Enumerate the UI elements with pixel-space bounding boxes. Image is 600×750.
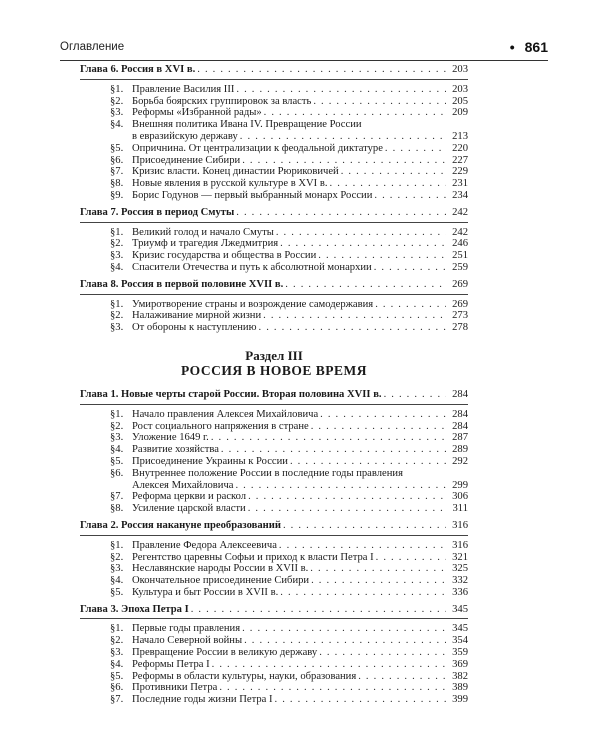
dot-leader (240, 131, 446, 143)
toc-entry-inner (80, 604, 468, 616)
entry-title: Окончательное присоединение Сибири (132, 575, 310, 587)
entry-page-number: 382 (452, 670, 468, 682)
entry-page-number: 287 (452, 432, 468, 444)
section-heading (80, 348, 468, 379)
toc-entry-inner (110, 322, 468, 334)
page-header (60, 40, 548, 56)
toc-part-2 (80, 389, 468, 706)
section-entry-continuation (80, 480, 468, 492)
chapter-entry (80, 389, 468, 401)
chapter-entry (80, 64, 468, 76)
entry-title: Культура и быт России в XVII в. (132, 586, 279, 598)
dot-leader (191, 604, 446, 616)
entry-title: Спасители Отечества и путь к абсолютной монархии (132, 261, 372, 273)
entry-title: Первые годы правления (132, 623, 241, 635)
entry-title: Последние годы жизни Петра I (132, 694, 273, 706)
section-entry (80, 227, 468, 239)
entry-title: Присоединение Украины к России (132, 455, 288, 467)
entry-title: Реформы в области культуры, науки, образования (132, 670, 357, 682)
dot-leader (341, 166, 446, 178)
dot-leader (236, 207, 446, 219)
entry-title: Опричнина. От централизации к феодальной диктатуре (132, 142, 383, 154)
toc-entry-inner (110, 623, 468, 635)
entry-title: Реформа церкви и раскол (132, 491, 247, 503)
entry-title: Новые явления в русской культуре в XVI в. (132, 178, 328, 190)
dot-leader (311, 421, 446, 433)
entry-page-number: 345 (452, 603, 468, 615)
entry-title: Правление Василия III (132, 83, 235, 95)
entry-title: Противники Петра (132, 682, 218, 694)
entry-title: Неславянские народы России в XVII в. (132, 563, 309, 575)
section-entry (80, 166, 468, 178)
entry-page-number: 345 (452, 623, 468, 635)
entry-page-number: 289 (452, 444, 468, 456)
chapter-entry (80, 520, 468, 532)
section-number: §2. (110, 635, 124, 647)
section-number: §6. (110, 682, 124, 694)
section-number: §3. (110, 647, 124, 659)
entry-title: Начало правления Алексея Михайловича (132, 408, 319, 420)
section-entry (80, 178, 468, 190)
entry-title: Уложение 1649 г. (132, 432, 209, 444)
entry-title: Внутреннее положение России в последние годы правления (132, 467, 403, 479)
dot-leader (313, 96, 446, 108)
section-entry (80, 671, 468, 683)
dot-leader (330, 178, 447, 190)
section-entry (80, 432, 468, 444)
entry-page-number: 369 (452, 658, 468, 670)
toc-entry-inner (110, 671, 468, 683)
entry-page-number: 278 (452, 322, 468, 334)
chapter-entry (80, 279, 468, 291)
running-title: Оглавление (60, 41, 125, 53)
table-of-contents (80, 64, 468, 706)
toc-entry-inner (110, 299, 468, 311)
toc-entry-inner (110, 227, 468, 239)
section-number: §6. (110, 467, 124, 479)
toc-entry-inner (110, 587, 468, 599)
entry-page-number: 205 (452, 95, 468, 107)
toc-entry-inner (80, 207, 468, 219)
entry-page-number: 399 (452, 694, 468, 706)
toc-entry-inner (132, 131, 468, 143)
entry-title: Усиление царской власти (132, 503, 246, 515)
section-entry (80, 468, 468, 480)
toc-entry-inner (110, 540, 468, 552)
section-entry (80, 238, 468, 250)
entry-page-number: 325 (452, 563, 468, 575)
entry-page-number: 242 (452, 226, 468, 238)
section-entry (80, 575, 468, 587)
dot-leader (259, 322, 446, 334)
toc-entry-inner (80, 64, 468, 76)
entry-page-number: 316 (452, 519, 468, 531)
dot-leader (374, 262, 446, 274)
toc-entry-inner (110, 432, 468, 444)
entry-page-number: 292 (452, 455, 468, 467)
section-entry (80, 694, 468, 706)
section-entry (80, 84, 468, 96)
entry-title: Умиротворение страны и возрождение самодержавия (132, 298, 374, 310)
entry-page-number: 246 (452, 238, 468, 250)
toc-entry-inner (110, 155, 468, 167)
section-number: §4. (110, 119, 124, 131)
entry-page-number: 213 (452, 130, 468, 142)
entry-page-number: 273 (452, 310, 468, 322)
section-entry (80, 659, 468, 671)
page-number-block (510, 39, 548, 55)
entry-title: От обороны к наступлению (132, 322, 257, 334)
chapter-rule (80, 294, 468, 295)
section-entry-continuation (80, 131, 468, 143)
toc-entry-inner (132, 480, 468, 492)
entry-title: Борьба боярских группировок за власть (132, 95, 312, 107)
section-number: §5. (110, 586, 124, 598)
entry-page-number: 284 (452, 420, 468, 432)
section-number: §8. (110, 178, 124, 190)
entry-page-number: 234 (452, 189, 468, 201)
section-number: §7. (110, 166, 124, 178)
section-number: §4. (110, 658, 124, 670)
toc-entry-inner (110, 250, 468, 262)
section-entry (80, 190, 468, 202)
section-entry (80, 540, 468, 552)
dot-leader (263, 310, 446, 322)
dot-leader (244, 635, 446, 647)
entry-title: Глава 1. Новые черты старой России. Вторая половина XVII в. (80, 388, 382, 400)
section-number: §2. (110, 95, 124, 107)
toc-entry-inner (110, 575, 468, 587)
entry-page-number: 359 (452, 647, 468, 659)
section-entry (80, 552, 468, 564)
entry-title: Регентство царевны Софьи и приход к власти Петра I (132, 551, 374, 563)
section-entry (80, 409, 468, 421)
entry-page-number: 203 (452, 64, 468, 75)
section-number: §2. (110, 420, 124, 432)
entry-page-number: 227 (452, 154, 468, 166)
entry-page-number: 284 (452, 388, 468, 400)
section-number: §3. (110, 563, 124, 575)
toc-entry-inner (110, 178, 468, 190)
section-number: §2. (110, 238, 124, 250)
entry-page-number: 269 (452, 278, 468, 290)
toc-entry-inner (110, 468, 468, 480)
entry-page-number: 316 (452, 539, 468, 551)
toc-entry-inner (110, 84, 468, 96)
toc-entry-inner (110, 694, 468, 706)
dot-leader (242, 623, 446, 635)
toc-entry-inner (110, 503, 468, 515)
entry-title: в евразийскую державу (132, 130, 238, 142)
entry-page-number: 336 (452, 586, 468, 598)
entry-title: Борис Годунов — первый выбранный монарх России (132, 189, 373, 201)
section-number: §3. (110, 432, 124, 444)
entry-page-number: 229 (452, 166, 468, 178)
dot-leader (376, 552, 446, 564)
dot-leader (374, 190, 446, 202)
toc-entry-inner (110, 552, 468, 564)
entry-page-number: 306 (452, 491, 468, 503)
entry-page-number: 299 (452, 479, 468, 491)
toc-entry-inner (110, 190, 468, 202)
section-number: §3. (110, 322, 124, 334)
dot-leader (280, 238, 446, 250)
entry-title: Глава 6. Россия в XVI в. (80, 64, 196, 75)
section-entry (80, 107, 468, 119)
entry-title: Глава 3. Эпоха Петра I (80, 603, 189, 615)
section-entry (80, 299, 468, 311)
dot-leader (235, 480, 446, 492)
section-entry (80, 587, 468, 599)
dot-leader (219, 682, 446, 694)
entry-title: Великий голод и начало Смуты (132, 226, 274, 238)
section-entry (80, 322, 468, 334)
entry-title: Превращение России в великую державу (132, 647, 318, 659)
header-bullet: • (509, 39, 515, 55)
entry-page-number: 269 (452, 298, 468, 310)
toc-entry-inner (110, 143, 468, 155)
chapter-rule (80, 79, 468, 80)
section-number: §1. (110, 226, 124, 238)
toc-entry-inner (110, 262, 468, 274)
dot-leader (385, 143, 446, 155)
dot-leader (384, 389, 446, 401)
entry-title: Глава 7. Россия в период Смуты (80, 206, 235, 218)
section-number: §7. (110, 491, 124, 503)
section-entry (80, 155, 468, 167)
section-number: §1. (110, 298, 124, 310)
section-entry (80, 647, 468, 659)
section-entry (80, 682, 468, 694)
toc-entry-inner (80, 520, 468, 532)
toc-entry-inner (80, 389, 468, 401)
section-number: §8. (110, 503, 124, 515)
dot-leader (248, 491, 446, 503)
entry-title: Кризис государства и общества в России (132, 250, 317, 262)
entry-page-number: 209 (452, 107, 468, 119)
toc-entry-inner (110, 647, 468, 659)
section-entry (80, 96, 468, 108)
chapter-rule (80, 404, 468, 405)
entry-title: Начало Северной войны (132, 635, 243, 647)
toc-entry-inner (110, 659, 468, 671)
toc-entry-inner (110, 491, 468, 503)
dot-leader (197, 64, 446, 76)
section-title: РОССИЯ В НОВОЕ ВРЕМЯ (181, 362, 367, 378)
section-entry (80, 491, 468, 503)
section-number: §4. (110, 444, 124, 456)
dot-leader (311, 575, 446, 587)
dot-leader (275, 694, 446, 706)
section-entry (80, 262, 468, 274)
dot-leader (221, 444, 446, 456)
toc-part-1 (80, 64, 468, 334)
dot-leader (280, 587, 446, 599)
section-number: §3. (110, 107, 124, 119)
section-number: §9. (110, 189, 124, 201)
entry-page-number: 231 (452, 178, 468, 190)
entry-title: Развитие хозяйства (132, 444, 219, 456)
toc-entry-inner (110, 682, 468, 694)
toc-entry-inner (110, 96, 468, 108)
section-number: §5. (110, 142, 124, 154)
dot-leader (285, 279, 446, 291)
section-entry (80, 119, 468, 131)
dot-leader (320, 409, 446, 421)
entry-page-number: 242 (452, 206, 468, 218)
toc-entry-inner (110, 107, 468, 119)
toc-entry-inner (110, 421, 468, 433)
entry-title: Налаживание мирной жизни (132, 310, 262, 322)
entry-title: Реформы Петра I (132, 658, 210, 670)
dot-leader (276, 227, 446, 239)
dot-leader (242, 155, 446, 167)
entry-title: Кризис власти. Конец династии Рюриковичей (132, 166, 339, 178)
section-entry (80, 635, 468, 647)
entry-title: Глава 8. Россия в первой половине XVII в. (80, 278, 284, 290)
chapter-entry (80, 604, 468, 616)
toc-entry-inner (110, 456, 468, 468)
toc-entry-inner (110, 238, 468, 250)
dot-leader (310, 563, 446, 575)
section-number: §2. (110, 310, 124, 322)
toc-entry-inner (110, 409, 468, 421)
entry-page-number: 220 (452, 142, 468, 154)
section-entry (80, 456, 468, 468)
section-number: §7. (110, 694, 124, 706)
section-entry (80, 503, 468, 515)
toc-entry-inner (80, 279, 468, 291)
section-number: §4. (110, 261, 124, 273)
chapter-rule (80, 618, 468, 619)
chapter-entry (80, 207, 468, 219)
entry-page-number: 321 (452, 551, 468, 563)
dot-leader (283, 520, 446, 532)
section-entry (80, 444, 468, 456)
dot-leader (318, 250, 446, 262)
section-number: §5. (110, 455, 124, 467)
entry-title: Алексея Михайловича (132, 479, 234, 491)
entry-page-number: 354 (452, 635, 468, 647)
section-label: Раздел III (245, 347, 303, 363)
section-number: §1. (110, 623, 124, 635)
entry-page-number: 389 (452, 682, 468, 694)
section-number: §1. (110, 83, 124, 95)
dot-leader (248, 503, 446, 515)
dot-leader (290, 456, 446, 468)
section-entry (80, 563, 468, 575)
toc-entry-inner (110, 444, 468, 456)
toc-entry-inner (110, 166, 468, 178)
dot-leader (375, 299, 446, 311)
section-number: §6. (110, 154, 124, 166)
dot-leader (211, 432, 446, 444)
chapter-rule (80, 222, 468, 223)
entry-title: Правление Федора Алексеевича (132, 539, 277, 551)
entry-title: Глава 2. Россия накануне преобразований (80, 519, 281, 531)
section-entry (80, 310, 468, 322)
entry-title: Внешняя политика Ивана IV. Превращение России (132, 119, 362, 131)
chapter-rule (80, 535, 468, 536)
entry-page-number: 203 (452, 83, 468, 95)
section-number: §3. (110, 250, 124, 262)
section-number: §1. (110, 408, 124, 420)
section-number: §2. (110, 551, 124, 563)
dot-leader (236, 84, 446, 96)
dot-leader (212, 659, 446, 671)
toc-entry-inner (110, 119, 468, 131)
entry-title: Присоединение Сибири (132, 154, 241, 166)
entry-title: Рост социального напряжения в стране (132, 420, 309, 432)
entry-page-number: 311 (452, 503, 468, 515)
page-number: 861 (524, 39, 548, 55)
entry-page-number: 332 (452, 575, 468, 587)
section-number: §5. (110, 670, 124, 682)
section-number: §1. (110, 539, 124, 551)
entry-page-number: 251 (452, 250, 468, 262)
toc-entry-inner (110, 310, 468, 322)
entry-title: Триумф и трагедия Лжедмитрия (132, 238, 279, 250)
dot-leader (358, 671, 446, 683)
header-rule (60, 60, 548, 61)
section-entry (80, 623, 468, 635)
toc-entry-inner (110, 635, 468, 647)
dot-leader (264, 107, 446, 119)
entry-page-number: 259 (452, 261, 468, 273)
toc-entry-inner (110, 563, 468, 575)
section-number: §4. (110, 575, 124, 587)
section-entry (80, 143, 468, 155)
section-entry (80, 421, 468, 433)
section-entry (80, 250, 468, 262)
dot-leader (279, 540, 446, 552)
dot-leader (319, 647, 446, 659)
entry-title: Реформы «Избранной рады» (132, 107, 262, 119)
entry-page-number: 284 (452, 408, 468, 420)
